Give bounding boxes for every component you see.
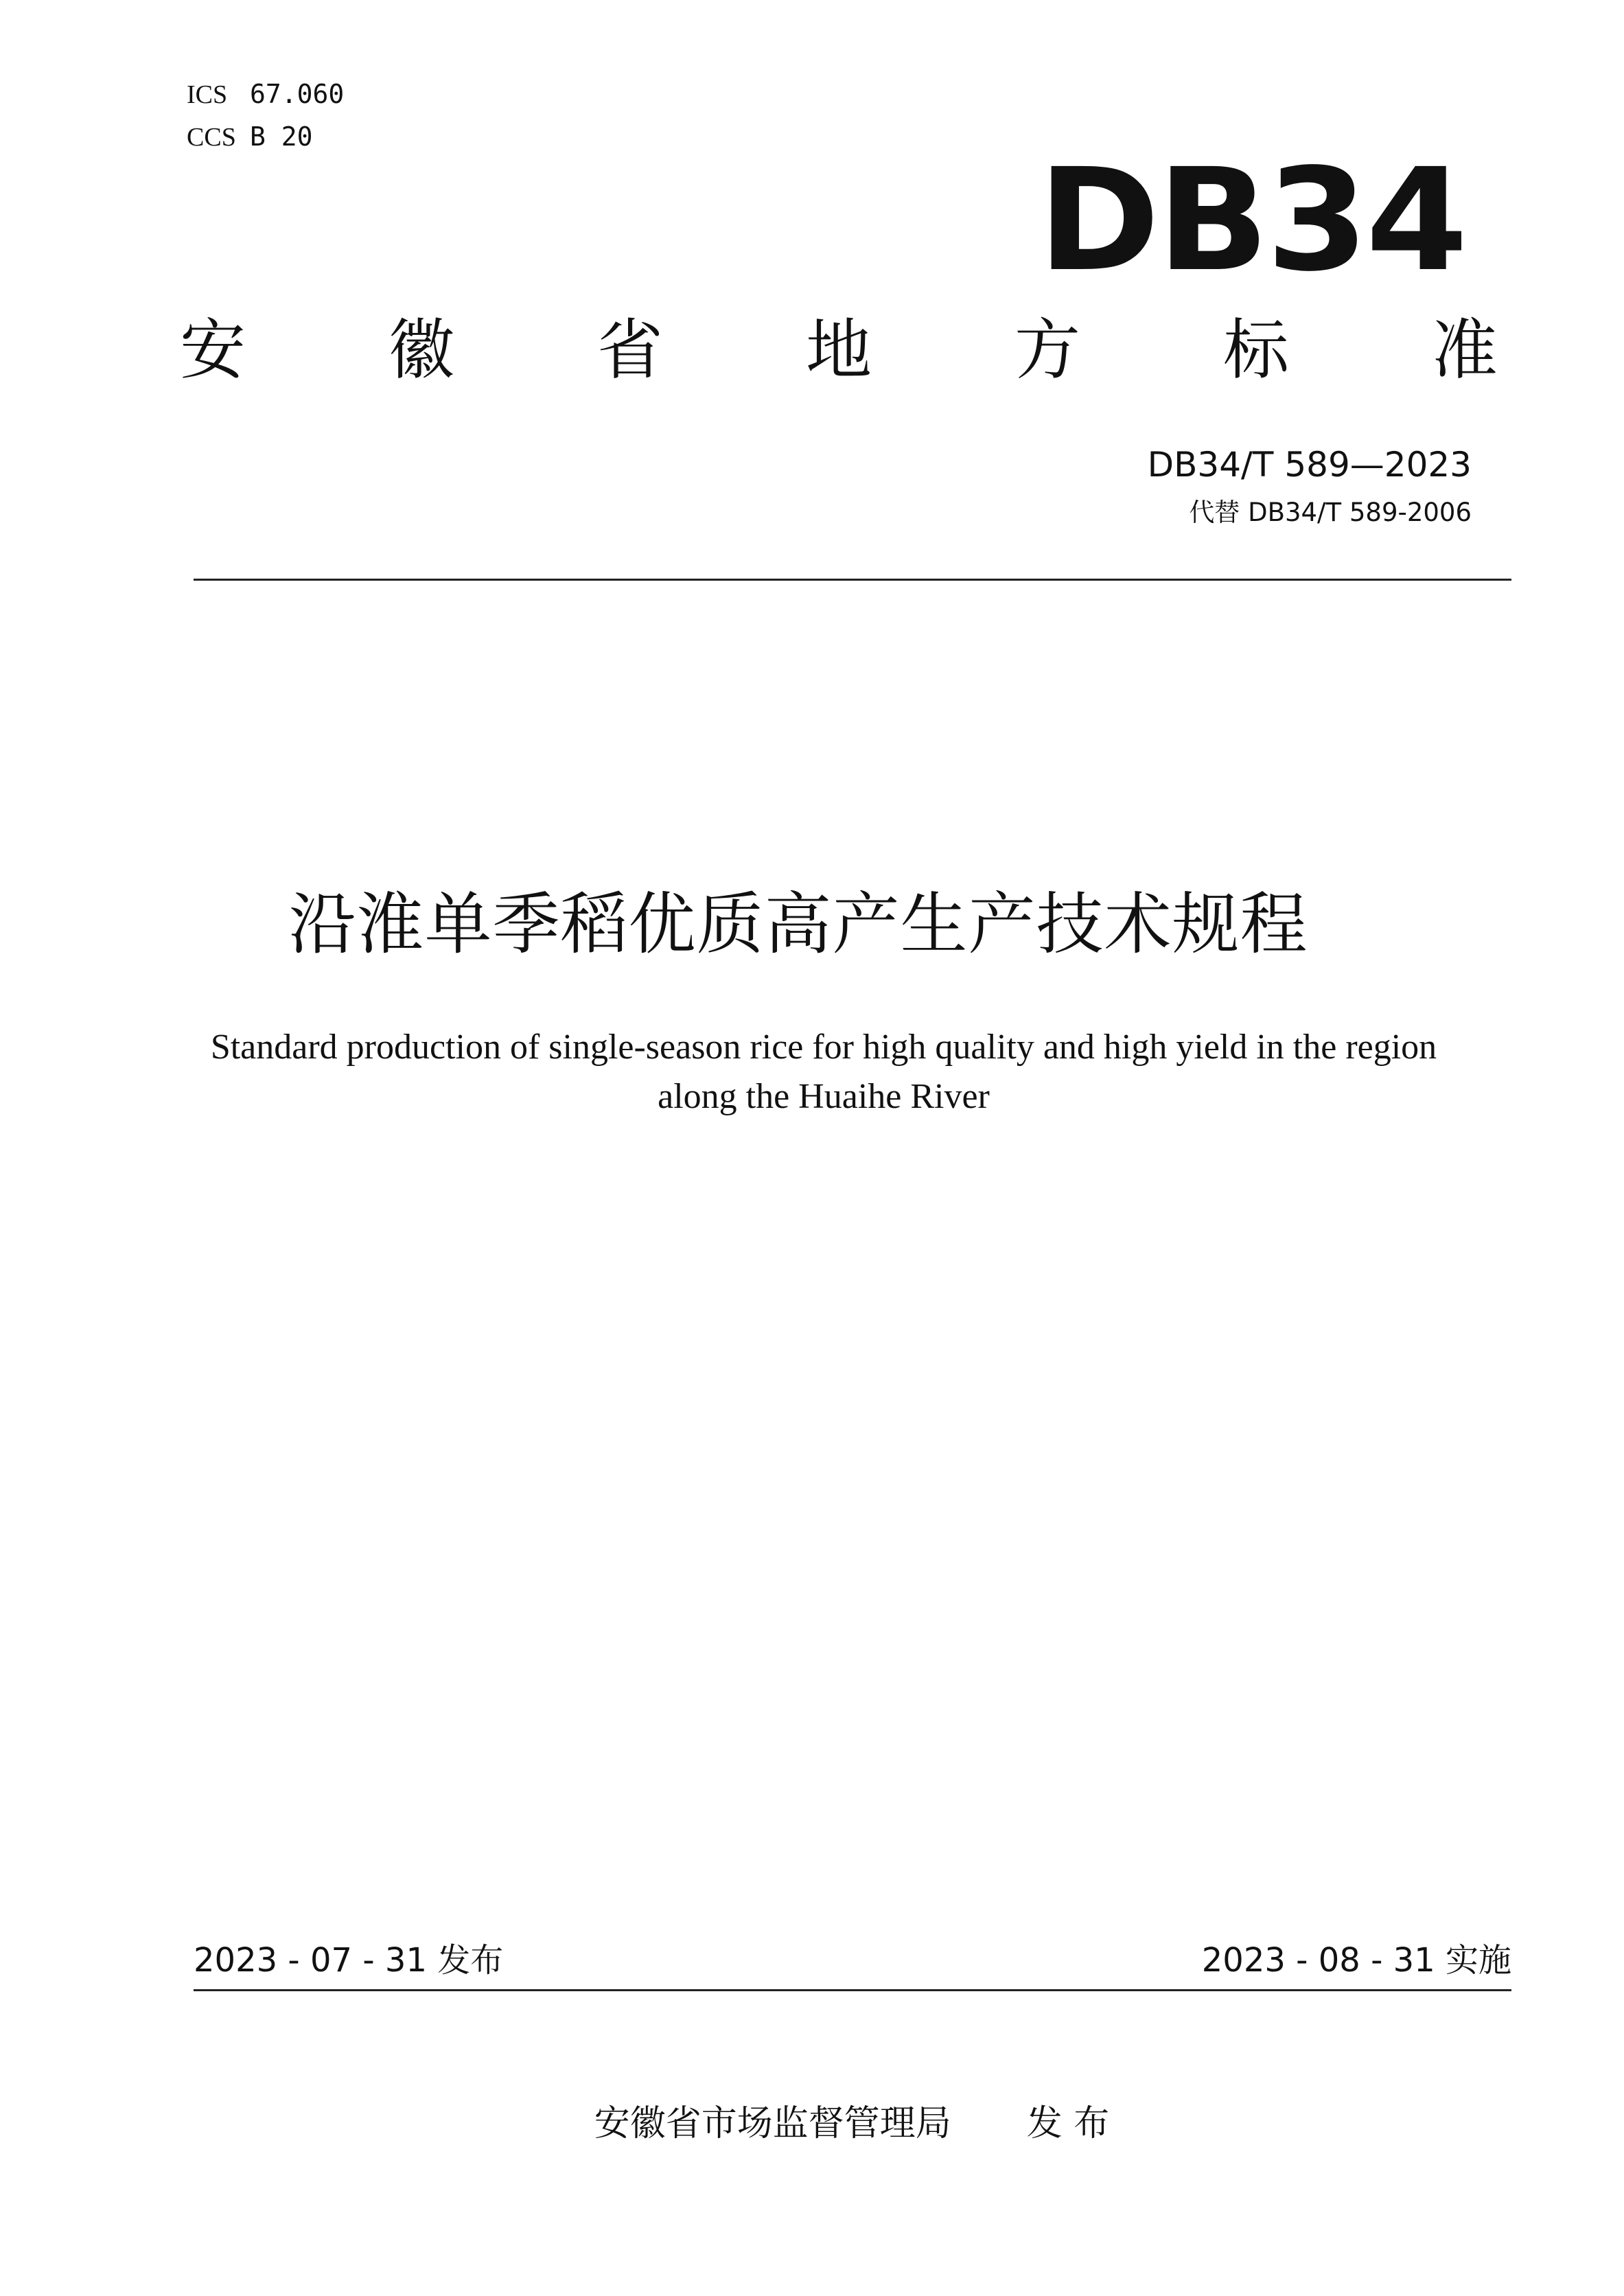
standard-type-char: 准 [1432,312,1498,389]
db34-logo: DB34 [1038,138,1465,303]
replaces-standard: 代替 DB34/T 589-2006 [1189,498,1472,527]
standard-type-char: 地 [806,312,872,389]
standard-type-char: 安 [180,312,246,389]
ccs-label: CCS [187,123,236,152]
standard-type-char: 省 [597,312,663,389]
ics-label: ICS [187,80,228,109]
issuer-name: 安徽省市场监督管理局 [594,2103,951,2144]
title-en-line-2: along the Huaihe River [658,1077,990,1116]
standard-type-char: 方 [1014,312,1080,389]
issuer-line [40,2103,1624,2144]
document-title-en [165,1023,1483,1122]
ccs-value: B 20 [250,121,313,152]
issue-action: 发 布 [1026,2103,1110,2144]
ics-value: 67.060 [250,79,345,109]
standard-type-char: 标 [1223,312,1289,389]
ics-classification [187,81,344,108]
ccs-classification [187,121,313,152]
document-title-zh: 沿淮单季稻优质高产生产技术规程 [288,885,1308,964]
title-en-line-1: Standard production of single-season rice for high quality and high yield in the region [210,1028,1437,1067]
header-divider [194,579,1511,581]
standard-number: DB34/T 589—2023 [1147,445,1472,485]
release-date: 2023 - 07 - 31 发布 [194,1941,504,1980]
standard-type-heading [180,312,1498,389]
date-divider [194,1989,1511,1991]
standard-type-char: 徽 [388,312,454,389]
implementation-date: 2023 - 08 - 31 实施 [1201,1941,1511,1980]
